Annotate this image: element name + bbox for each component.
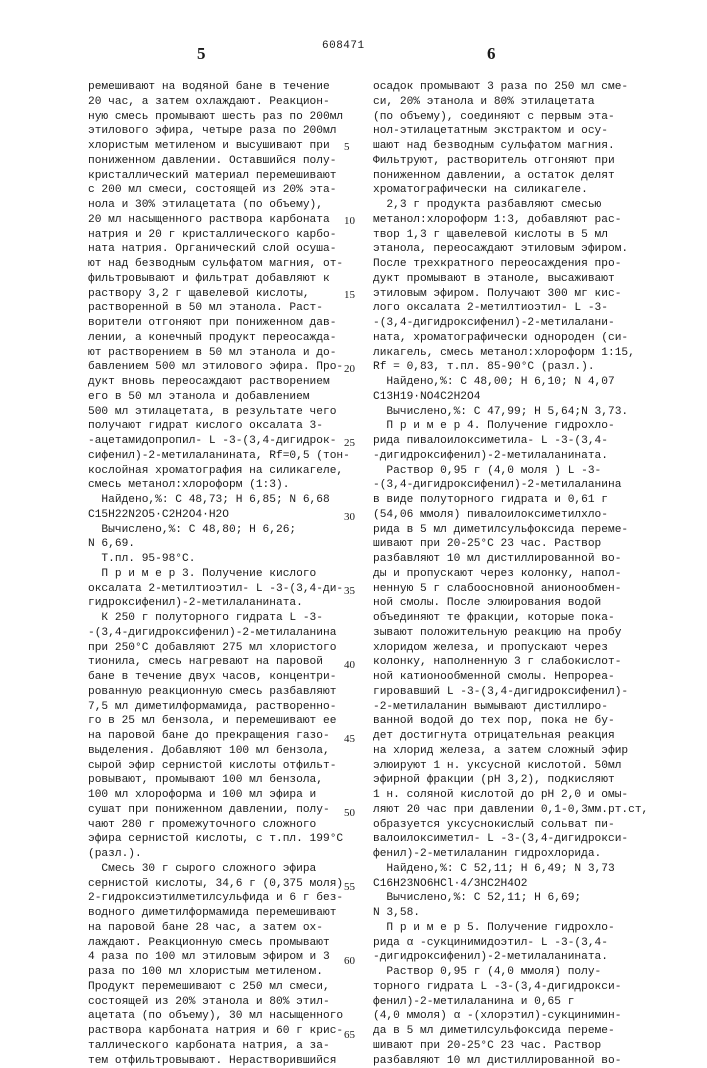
left-column-line: ют над безводным сульфатом магния, от-: [88, 257, 388, 272]
right-column-line: 2,3 г продукта разбавляют смесью: [373, 198, 673, 213]
right-column-line: валоилоксиметил- L -3-(3,4-дигидрокси-: [373, 832, 673, 847]
right-column-line: ной смолы. После элюирования водой: [373, 596, 673, 611]
left-column-line: раствору 3,2 г щавелевой кислоты,: [88, 287, 388, 302]
right-column-line: этанола, переосаждают этиловым эфиром.: [373, 242, 673, 257]
left-column-line: ную смесь промывают шесть раз по 200мл: [88, 110, 388, 125]
page-number-right: 6: [487, 44, 496, 64]
right-column-line: осадок промывают 3 раза по 250 мл сме-: [373, 80, 673, 95]
left-column-line: рованную реакционную смесь разбавляют: [88, 685, 388, 700]
margin-line-number: 55: [344, 880, 355, 894]
left-column-line: 20 мл насыщенного раствора карбоната: [88, 213, 388, 228]
right-column-line: -дигидроксифенил)-2-метилаланината.: [373, 950, 673, 965]
margin-line-number: 45: [344, 732, 355, 746]
right-column-line: в виде полуторного гидрата и 0,61 г: [373, 493, 673, 508]
margin-line-number: 25: [344, 436, 355, 450]
margin-line-number: 5: [344, 140, 350, 154]
left-column-line: бавлением 500 мл этилового эфира. Про-: [88, 360, 388, 375]
left-column-line: 7,5 мл диметилформамида, растворенно-: [88, 700, 388, 715]
right-column-line: твор 1,3 г щавелевой кислоты в 5 мл: [373, 228, 673, 243]
right-column-line: метанол:хлороформ 1:3, добавляют рас-: [373, 213, 673, 228]
left-column-line: П р и м е р 3. Получение кислого: [88, 567, 388, 582]
right-column-line: -(3,4-дигидроксифенил)-2-метилалани-: [373, 316, 673, 331]
right-column-line: Rf = 0,83, т.пл. 85-90°С (разл.).: [373, 360, 673, 375]
left-column-line: тионила, смесь нагревают на паровой: [88, 655, 388, 670]
left-column-line: кослойная хроматография на силикагеле,: [88, 464, 388, 479]
right-column-line: (4,0 ммоля) α -(хлорэтил)-сукцинимин-: [373, 1009, 673, 1024]
right-column-line: (54,06 ммоля) пивалоилоксиметилхло-: [373, 508, 673, 523]
left-column-line: на паровой бане 28 час, а затем ох-: [88, 921, 388, 936]
right-column-line: После трехкратного переосаждения про-: [373, 257, 673, 272]
right-column-line: -(3,4-дигидроксифенил)-2-метилаланина: [373, 478, 673, 493]
left-column-line: фильтровывают и фильтрат добавляют к: [88, 272, 388, 287]
right-column-line: хроматографически на силикагеле.: [373, 183, 673, 198]
left-column-line: ворители отгоняют при пониженном дав-: [88, 316, 388, 331]
left-column-line: с 200 мл смеси, состоящей из 20% эта-: [88, 183, 388, 198]
right-column-line: шивают при 20-25°С 23 час. Раствор: [373, 537, 673, 552]
right-column-line: C16H23NO6HCl·4/3HC2H4O2: [373, 877, 673, 892]
left-column-line: на паровой бане до прекращения газо-: [88, 729, 388, 744]
margin-line-number: 50: [344, 806, 355, 820]
right-column-line: Раствор 0,95 г (4,0 ммоля) полу-: [373, 965, 673, 980]
right-column-line: шивают при 20-25°С 23 час. Раствор: [373, 1039, 673, 1054]
left-column-line: лаждают. Реакционную смесь промывают: [88, 936, 388, 951]
right-column-line: ната, хроматографически однороден (си-: [373, 331, 673, 346]
margin-line-number: 40: [344, 658, 355, 672]
right-column-line: рида в 5 мл диметилсульфоксида переме-: [373, 523, 673, 538]
left-column-line: -(3,4-дигидроксифенил)-2-метилаланина: [88, 626, 388, 641]
left-column-line: 100 мл хлороформа и 100 мл эфира и: [88, 788, 388, 803]
right-column-line: зывают положительную реакцию на пробу: [373, 626, 673, 641]
left-column-line: раза по 100 мл хлористым метиленом.: [88, 965, 388, 980]
left-column-line: ремешивают на водяной бане в течение: [88, 80, 388, 95]
right-column-line: рида пивалоилоксиметила- L -3-(3,4-: [373, 434, 673, 449]
left-column-line: пониженном давлении. Оставшийся полу-: [88, 154, 388, 169]
left-column-line: сернистой кислоты, 34,6 г (0,375 моля): [88, 877, 388, 892]
left-column-line: кристаллический материал перемешивают: [88, 169, 388, 184]
margin-line-number: 10: [344, 214, 355, 228]
left-column-line: Т.пл. 95-98°С.: [88, 552, 388, 567]
right-column-line: ванной водой до тех пор, пока не бу-: [373, 714, 673, 729]
right-column-line: N 3,58.: [373, 906, 673, 921]
right-text-column: [373, 80, 673, 1068]
left-column-line: сушат при пониженном давлении, полу-: [88, 803, 388, 818]
left-column-line: Смесь 30 г сырого сложного эфира: [88, 862, 388, 877]
right-column-line: -дигидроксифенил)-2-метилаланината.: [373, 449, 673, 464]
left-column-line: оксалата 2-метилтиоэтил- L -3-(3,4-ди-: [88, 582, 388, 597]
right-column-line: -2-метилаланин вымывают дистиллиро-: [373, 700, 673, 715]
margin-line-number: 30: [344, 510, 355, 524]
right-column-line: дет достигнута отрицательная реакция: [373, 729, 673, 744]
left-column-line: этилового эфира, четыре раза по 200мл: [88, 124, 388, 139]
left-column-line: раствора карбоната натрия и 60 г крис-: [88, 1024, 388, 1039]
right-column-line: хлоридом железа, и пропускают через: [373, 641, 673, 656]
left-column-line: чают 280 г промежуточного сложного: [88, 818, 388, 833]
right-column-line: ляют 20 час при давлении 0,1-0,3мм.рт.ст,: [373, 803, 673, 818]
right-column-line: торного гидрата L -3-(3,4-дигидрокси-: [373, 980, 673, 995]
left-column-line: ют растворением в 50 мл этанола и до-: [88, 346, 388, 361]
right-column-line: Вычислено,%: С 52,11; Н 6,69;: [373, 891, 673, 906]
right-column-line: П р и м е р 4. Получение гидрохло-: [373, 419, 673, 434]
right-column-line: Найдено,%: С 52,11; Н 6,49; N 3,73: [373, 862, 673, 877]
right-column-line: нол-этилацетатным экстрактом и осу-: [373, 124, 673, 139]
right-column-line: ной катионообменной смолы. Непрореа-: [373, 670, 673, 685]
left-column-line: (разл.).: [88, 847, 388, 862]
left-column-line: лении, а конечный продукт переосаждa-: [88, 331, 388, 346]
left-column-line: дукт вновь переосаждают растворением: [88, 375, 388, 390]
margin-line-number: 60: [344, 954, 355, 968]
left-column-line: натрия и 20 г кристаллического карбо-: [88, 228, 388, 243]
patent-number: 608471: [322, 40, 365, 52]
left-column-line: получают гидрат кислого оксалата 3-: [88, 419, 388, 434]
left-column-line: сифенил)-2-метилаланината, Rf=0,5 (тон-: [88, 449, 388, 464]
margin-line-number: 65: [344, 1028, 355, 1042]
left-column-line: -ацетамидопропил- L -3-(3,4-дигидрок-: [88, 434, 388, 449]
left-column-line: тем отфильтровывают. Нерастворившийся: [88, 1054, 388, 1068]
left-column-line: бане в течение двух часов, концентри-: [88, 670, 388, 685]
right-column-line: П р и м е р 5. Получение гидрохло-: [373, 921, 673, 936]
right-column-line: гировавший L -3-(3,4-дигидроксифенил)-: [373, 685, 673, 700]
left-column-line: таллического карбоната натрия, а за-: [88, 1039, 388, 1054]
right-column-line: дукт промывают в этаноле, высаживают: [373, 272, 673, 287]
right-column-line: да в 5 мл диметилсульфоксида переме-: [373, 1024, 673, 1039]
left-column-line: эфира сернистой кислоты, с т.пл. 199°С: [88, 832, 388, 847]
right-column-line: шают над безводным сульфатом магния.: [373, 139, 673, 154]
left-column-line: К 250 г полуторного гидрата L -3-: [88, 611, 388, 626]
left-column-line: водного диметилформамида перемешивают: [88, 906, 388, 921]
left-text-column: [88, 80, 388, 1068]
right-column-line: ды и пропускают через колонку, напол-: [373, 567, 673, 582]
right-column-line: си, 20% этанола и 80% этилацетата: [373, 95, 673, 110]
left-column-line: Найдено,%: С 48,73; Н 6,85; N 6,68: [88, 493, 388, 508]
left-column-line: выделения. Добавляют 100 мл бензола,: [88, 744, 388, 759]
right-column-line: пониженном давлении, а остаток делят: [373, 169, 673, 184]
right-column-line: на хлорид железа, а затем сложный эфир: [373, 744, 673, 759]
left-column-line: его в 50 мл этанола и добавлением: [88, 390, 388, 405]
left-column-line: смесь метанол:хлороформ (1:3).: [88, 478, 388, 493]
right-column-line: (по объему), соединяют с первым эта-: [373, 110, 673, 125]
left-column-line: сырой эфир сернистой кислоты отфильт-: [88, 759, 388, 774]
right-column-line: образуется уксуснокислый сольват пи-: [373, 818, 673, 833]
right-column-line: ликагель, смесь метанол:хлороформ 1:15,: [373, 346, 673, 361]
left-column-line: 4 раза по 100 мл этиловым эфиром и 3: [88, 950, 388, 965]
left-column-line: 20 час, а затем охлаждают. Реакцион-: [88, 95, 388, 110]
right-column-line: этиловым эфиром. Получают 300 мг кис-: [373, 287, 673, 302]
right-column-line: элюируют 1 н. уксусной кислотой. 50мл: [373, 759, 673, 774]
right-column-line: эфирной фракции (рН 3,2), подкисляют: [373, 773, 673, 788]
left-column-line: 500 мл этилацетата, в результате чего: [88, 405, 388, 420]
left-column-line: Продукт перемешивают с 250 мл смеси,: [88, 980, 388, 995]
left-column-line: ацетата (по объему), 30 мл насыщенного: [88, 1009, 388, 1024]
right-column-line: фенил)-2-метилаланин гидрохлорида.: [373, 847, 673, 862]
left-column-line: нола и 30% этилацетата (по объему),: [88, 198, 388, 213]
margin-line-number: 35: [344, 584, 355, 598]
left-column-line: го в 25 мл бензола, и перемешивают ее: [88, 714, 388, 729]
page-number-left: 5: [197, 44, 206, 64]
right-column-line: Фильтруют, растворитель отгоняют при: [373, 154, 673, 169]
left-column-line: хлористым метиленом и высушивают при: [88, 139, 388, 154]
right-column-line: рида α -сукцинимидоэтил- L -3-(3,4-: [373, 936, 673, 951]
right-column-line: Найдено,%: С 48,00; Н 6,10; N 4,07: [373, 375, 673, 390]
right-column-line: фенил)-2-метилаланина и 0,65 г: [373, 995, 673, 1010]
margin-line-number: 15: [344, 288, 355, 302]
left-column-line: ната натрия. Органический слой осуша-: [88, 242, 388, 257]
left-column-line: при 250°С добавляют 275 мл хлористого: [88, 641, 388, 656]
right-column-line: разбавляют 10 мл дистиллированной во-: [373, 552, 673, 567]
left-column-line: N 6,69.: [88, 537, 388, 552]
right-column-line: объединяют те фракции, которые пока-: [373, 611, 673, 626]
left-column-line: 2-гидроксиэтилметилсульфида и 6 г без-: [88, 891, 388, 906]
right-column-line: Раствор 0,95 г (4,0 моля ) L -3-: [373, 464, 673, 479]
margin-line-number: 20: [344, 362, 355, 376]
right-column-line: Вычислено,%: С 47,99; Н 5,64;N 3,73.: [373, 405, 673, 420]
left-column-line: гидроксифенил)-2-метилаланината.: [88, 596, 388, 611]
right-column-line: 1 н. соляной кислотой до рН 2,0 и омы-: [373, 788, 673, 803]
right-column-line: разбавляют 10 мл дистиллированной во-: [373, 1054, 673, 1068]
right-column-line: колонку, наполненную 3 г слабокислот-: [373, 655, 673, 670]
left-column-line: ровывают, промывают 100 мл бензола,: [88, 773, 388, 788]
left-column-line: растворенной в 50 мл этанола. Раст-: [88, 301, 388, 316]
right-column-line: лого оксалата 2-метилтиоэтил- L -3-: [373, 301, 673, 316]
left-column-line: состоящей из 20% этанола и 80% этил-: [88, 995, 388, 1010]
left-column-line: Вычислено,%: С 48,80; Н 6,26;: [88, 523, 388, 538]
left-column-line: C15H22N2O5·C2H2O4·H2O: [88, 508, 388, 523]
right-column-line: ненную 5 г слабоосновной анионообмен-: [373, 582, 673, 597]
right-column-line: C13H19·NO4C2H2O4: [373, 390, 673, 405]
